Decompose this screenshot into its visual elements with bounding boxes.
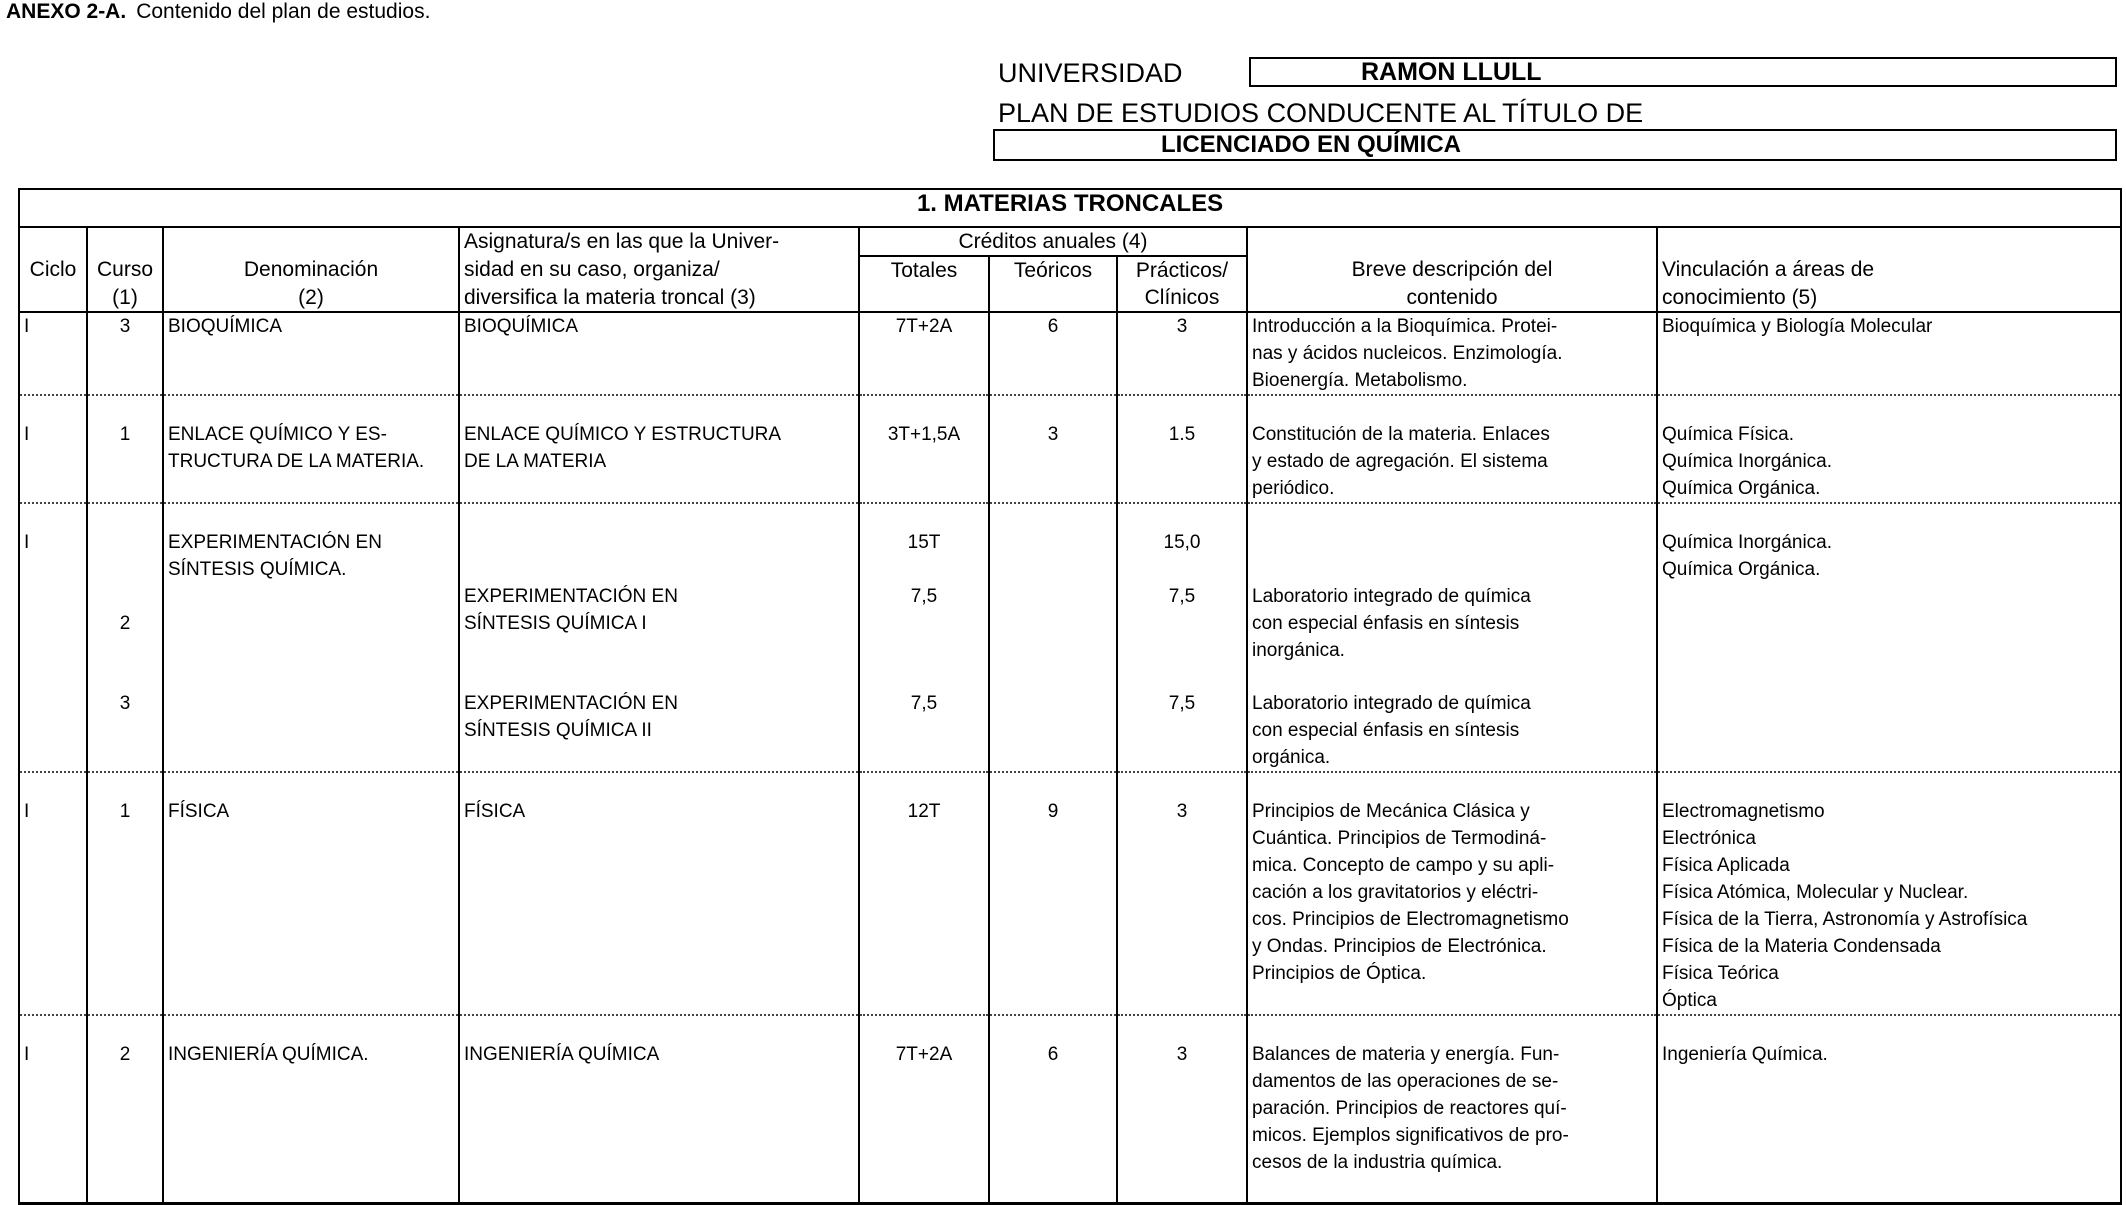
text-line: ENLACE QUÍMICO Y ES- xyxy=(168,424,387,445)
cell-totales: 7,5 xyxy=(859,583,989,664)
cell-teoricos: 6 xyxy=(989,312,1117,395)
text-line: Introducción a la Bioquímica. Protei- xyxy=(1252,316,1558,337)
text-line: Electrónica xyxy=(1662,828,1756,849)
hdr-curso: Curso xyxy=(87,256,163,284)
text-line: EXPERIMENTACIÓN EN xyxy=(168,532,382,553)
hdr-descripcion-2: contenido xyxy=(1247,284,1657,312)
text-line: con especial énfasis en síntesis xyxy=(1252,720,1520,741)
cell-descripcion xyxy=(1247,798,1657,1015)
text-line: Física Aplicada xyxy=(1662,855,1790,876)
cell-asignatura: FÍSICA xyxy=(459,798,859,1015)
hdr-vinculacion: Vinculación a áreas de xyxy=(1657,256,2121,284)
table-row xyxy=(19,503,2121,529)
cell-teoricos: 3 xyxy=(989,421,1117,503)
text-line: Principios de Óptica. xyxy=(1252,963,1427,984)
text-line: Química Física. xyxy=(1662,424,1794,445)
text-line: TRUCTURA DE LA MATERIA. xyxy=(168,451,425,472)
text-line: Física Teórica xyxy=(1662,963,1779,984)
text-line: Bioenergía. Metabolismo. xyxy=(1252,370,1468,391)
cell-ciclo: I xyxy=(19,312,87,395)
text-line: Bioquímica y Biología Molecular xyxy=(1662,316,1933,337)
cell-curso: 3 xyxy=(87,312,163,395)
text-line: Óptica xyxy=(1662,990,1717,1011)
hdr-practicos: Prácticos/ xyxy=(1117,256,1247,284)
text-line: Principios de Mecánica Clásica y xyxy=(1252,801,1530,822)
degree-title: LICENCIADO EN QUÍMICA xyxy=(993,129,2117,161)
text-line: mica. Concepto de campo y su apli- xyxy=(1252,855,1555,876)
table-row xyxy=(19,1015,2121,1041)
cell-asignatura xyxy=(459,583,859,664)
text-line: cesos de la industria química. xyxy=(1252,1152,1503,1173)
cell-descripcion xyxy=(1247,421,1657,503)
section-title: 1. MATERIAS TRONCALES xyxy=(19,189,2121,227)
hdr-asignatura-1: Asignatura/s en las que la Univer- xyxy=(459,227,859,256)
materias-troncales-table xyxy=(18,188,2122,1205)
text-line: Física de la Tierra, Astronomía y Astrofísica xyxy=(1662,909,2028,930)
cell-curso: 2 xyxy=(87,583,163,664)
table-row xyxy=(19,529,2121,583)
cell-totales: 3T+1,5A xyxy=(859,421,989,503)
cell-curso: 1 xyxy=(87,421,163,503)
cell-totales: 15T xyxy=(859,529,989,583)
text-line: Física de la Materia Condensada xyxy=(1662,936,1941,957)
cell-descripcion xyxy=(1247,1041,1657,1203)
hdr-ciclo: Ciclo xyxy=(19,256,87,284)
cell-vinculacion xyxy=(1657,1041,2121,1203)
hdr-asignatura-3: diversifica la materia troncal (3) xyxy=(459,284,859,312)
table-row xyxy=(19,664,2121,690)
text-line: Constitución de la materia. Enlaces xyxy=(1252,424,1550,445)
cell-practicos: 1.5 xyxy=(1117,421,1247,503)
text-line: DE LA MATERIA xyxy=(464,451,607,472)
table-row xyxy=(19,395,2121,421)
annex-text: Contenido del plan de estudios. xyxy=(136,0,431,23)
cell-ciclo: I xyxy=(19,529,87,583)
text-line: Ingeniería Química. xyxy=(1662,1044,1828,1065)
cell-denominacion: FÍSICA xyxy=(163,798,459,1015)
text-line: cos. Principios de Electromagnetismo xyxy=(1252,909,1569,930)
cell-asignatura: INGENIERÍA QUÍMICA xyxy=(459,1041,859,1203)
cell-curso: 2 xyxy=(87,1041,163,1203)
table-row xyxy=(19,1041,2121,1203)
text-line: Química Orgánica. xyxy=(1662,559,1821,580)
text-line: damentos de las operaciones de se- xyxy=(1252,1071,1559,1092)
text-line: con especial énfasis en síntesis xyxy=(1252,613,1520,634)
cell-ciclo: I xyxy=(19,421,87,503)
table-row xyxy=(19,312,2121,395)
text-line: nas y ácidos nucleicos. Enzimología. xyxy=(1252,343,1563,364)
cell-asignatura xyxy=(459,690,859,772)
cell-curso: 1 xyxy=(87,798,163,1015)
text-line: Química Inorgánica. xyxy=(1662,532,1833,553)
hdr-practicos-2: Clínicos xyxy=(1117,284,1247,312)
text-line: Balances de materia y energía. Fun- xyxy=(1252,1044,1560,1065)
text-line: Laboratorio integrado de química xyxy=(1252,693,1531,714)
table-row xyxy=(19,772,2121,798)
hdr-denominacion: Denominación xyxy=(163,256,459,284)
cell-practicos: 3 xyxy=(1117,1041,1247,1203)
cell-vinculacion xyxy=(1657,312,2121,395)
university-label: UNIVERSIDAD xyxy=(998,58,1183,88)
cell-asignatura xyxy=(459,421,859,503)
cell-practicos: 3 xyxy=(1117,798,1247,1015)
cell-descripcion xyxy=(1247,690,1657,772)
text-line: Física Atómica, Molecular y Nuclear. xyxy=(1662,882,1969,903)
cell-vinculacion xyxy=(1657,798,2121,1015)
cell-teoricos: 9 xyxy=(989,798,1117,1015)
text-line: Química Orgánica. xyxy=(1662,478,1821,499)
text-line: micos. Ejemplos significativos de pro- xyxy=(1252,1125,1569,1146)
text-line: SÍNTESIS QUÍMICA I xyxy=(464,613,647,634)
cell-denominacion xyxy=(163,421,459,503)
table-row xyxy=(19,583,2121,664)
hdr-curso-note: (1) xyxy=(87,284,163,312)
plan-label: PLAN DE ESTUDIOS CONDUCENTE AL TÍTULO DE xyxy=(998,98,1644,128)
cell-ciclo: I xyxy=(19,798,87,1015)
cell-vinculacion xyxy=(1657,421,2121,503)
text-line: paración. Principios de reactores quí- xyxy=(1252,1098,1567,1119)
text-line: cación a los gravitatorios y eléctri- xyxy=(1252,882,1539,903)
text-line: periódico. xyxy=(1252,478,1335,499)
cell-denominacion xyxy=(163,529,459,583)
text-line: Cuántica. Principios de Termodiná- xyxy=(1252,828,1547,849)
cell-asignatura: BIOQUÍMICA xyxy=(459,312,859,395)
cell-teoricos: 6 xyxy=(989,1041,1117,1203)
hdr-denominacion-note: (2) xyxy=(163,284,459,312)
text-line: EXPERIMENTACIÓN EN xyxy=(464,693,678,714)
table-row xyxy=(19,798,2121,1015)
text-line: Química Inorgánica. xyxy=(1662,451,1833,472)
cell-ciclo: I xyxy=(19,1041,87,1203)
text-line: orgánica. xyxy=(1252,747,1331,768)
text-line: SÍNTESIS QUÍMICA. xyxy=(168,559,347,580)
cell-descripcion xyxy=(1247,583,1657,664)
cell-practicos: 7,5 xyxy=(1117,583,1247,664)
cell-descripcion xyxy=(1247,312,1657,395)
cell-vinculacion xyxy=(1657,529,2121,583)
cell-practicos: 7,5 xyxy=(1117,690,1247,772)
cell-practicos: 3 xyxy=(1117,312,1247,395)
cell-denominacion: BIOQUÍMICA xyxy=(163,312,459,395)
text-line: y estado de agregación. El sistema xyxy=(1252,451,1548,472)
hdr-totales: Totales xyxy=(859,256,989,284)
text-line: SÍNTESIS QUÍMICA II xyxy=(464,720,652,741)
cell-practicos: 15,0 xyxy=(1117,529,1247,583)
text-line: y Ondas. Principios de Electrónica. xyxy=(1252,936,1547,957)
university-name: RAMON LLULL xyxy=(1249,57,2117,87)
hdr-teoricos: Teóricos xyxy=(989,256,1117,284)
cell-totales: 12T xyxy=(859,798,989,1015)
cell-curso: 3 xyxy=(87,690,163,772)
text-line: EXPERIMENTACIÓN EN xyxy=(464,586,678,607)
annex-label: ANEXO 2-A. xyxy=(6,0,127,23)
table-row xyxy=(19,421,2121,503)
hdr-descripcion: Breve descripción del xyxy=(1247,256,1657,284)
cell-totales: 7,5 xyxy=(859,690,989,772)
cell-totales: 7T+2A xyxy=(859,312,989,395)
text-line: ENLACE QUÍMICO Y ESTRUCTURA xyxy=(464,424,782,445)
annex-header xyxy=(6,0,430,24)
table-row xyxy=(19,690,2121,772)
hdr-asignatura-2: sidad en su caso, organiza/ xyxy=(459,256,859,284)
cell-denominacion: INGENIERÍA QUÍMICA. xyxy=(163,1041,459,1203)
cell-totales: 7T+2A xyxy=(859,1041,989,1203)
hdr-vinculacion-2: conocimiento (5) xyxy=(1657,284,2121,312)
text-line: Electromagnetismo xyxy=(1662,801,1825,822)
text-line: inorgánica. xyxy=(1252,640,1345,661)
text-line: Laboratorio integrado de química xyxy=(1252,586,1531,607)
hdr-creditos: Créditos anuales (4) xyxy=(859,227,1247,256)
